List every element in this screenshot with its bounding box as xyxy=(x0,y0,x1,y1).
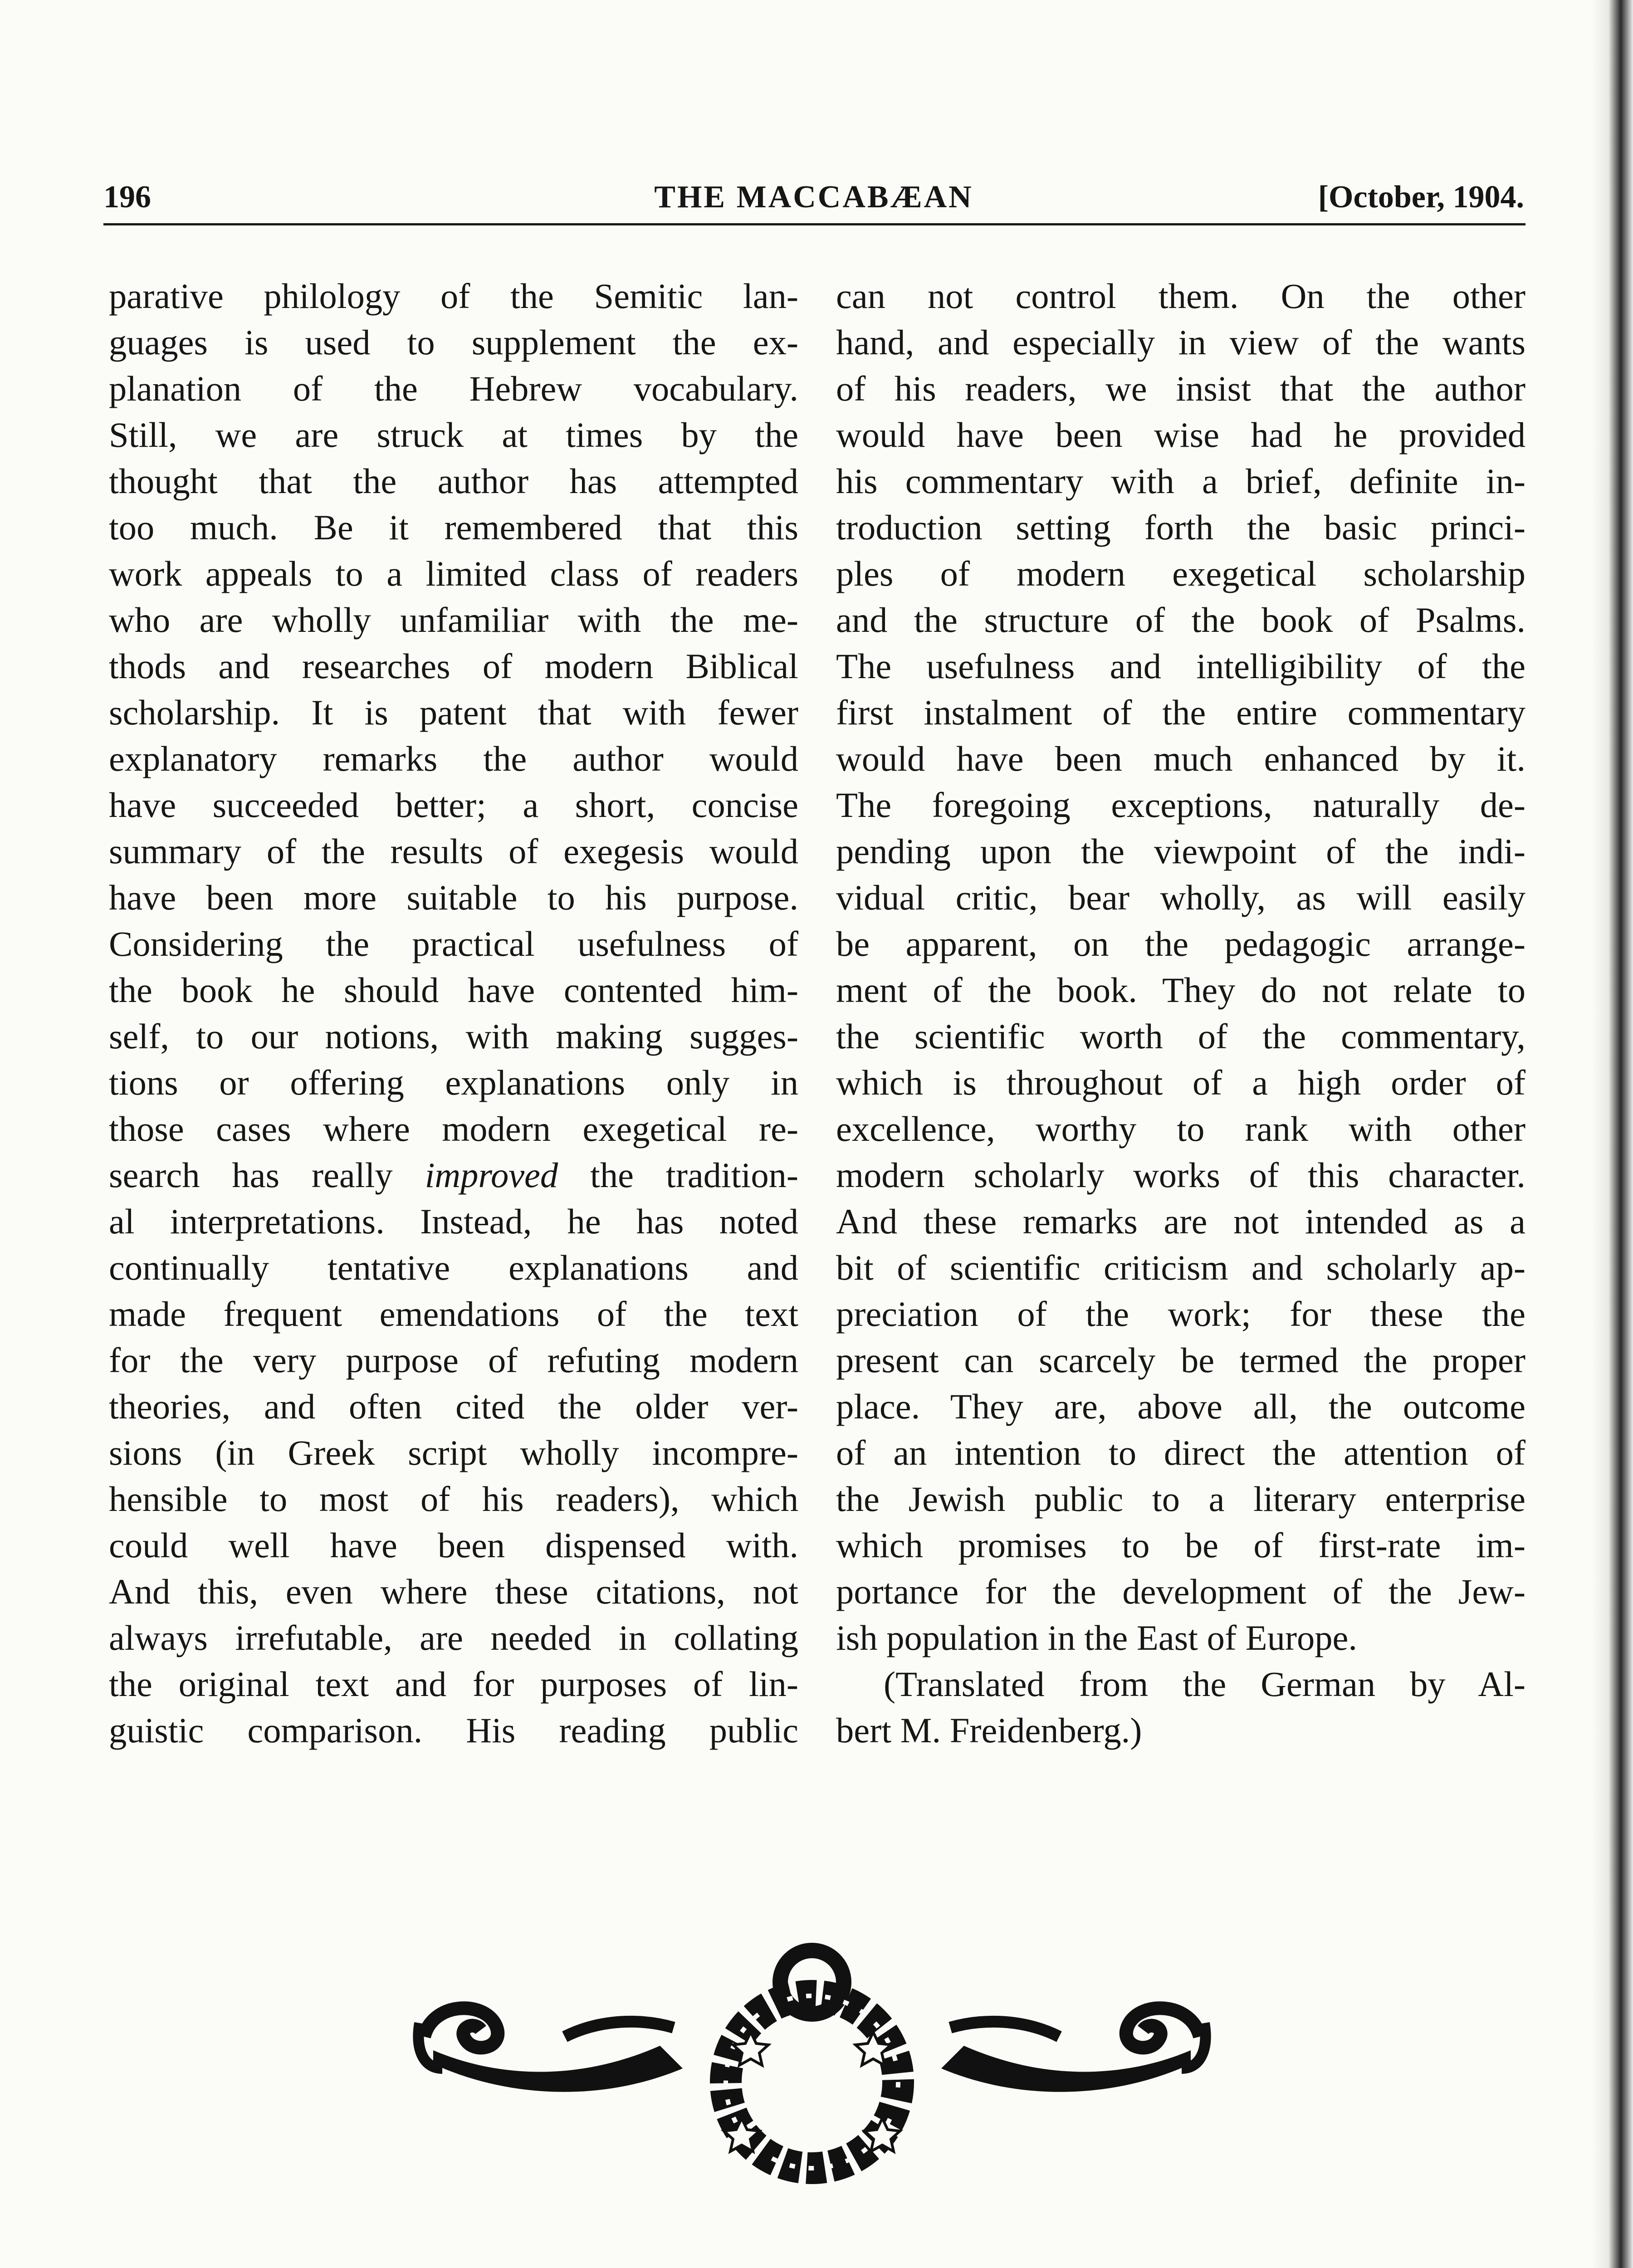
text-line: guistic comparison. His reading public xyxy=(109,1711,798,1750)
text-line: sions (in Greek script wholly incompre- xyxy=(109,1433,798,1472)
text-line: The foregoing exceptions, naturally de- xyxy=(836,785,1525,825)
issue-date: [October, 1904. xyxy=(1318,180,1524,215)
text-line: would have been much enhanced by it. xyxy=(836,739,1525,778)
text-line: al interpretations. Instead, he has noted xyxy=(109,1202,798,1241)
text-line: theories, and often cited the older ver- xyxy=(109,1387,798,1426)
text-line: troduction setting forth the basic princi- xyxy=(836,508,1525,547)
translation-credit-line: bert M. Freidenberg.) xyxy=(836,1711,1142,1750)
text-line: And these remarks are not intended as a xyxy=(836,1202,1525,1241)
journal-title: THE MACCABÆAN xyxy=(654,180,973,215)
text-line: too much. Be it remembered that this xyxy=(109,508,798,547)
text-line: parative philology of the Semitic lan- xyxy=(109,276,798,316)
italic-word: improved xyxy=(425,1155,558,1195)
text-line: thought that the author has attempted xyxy=(109,461,798,501)
text-line: be apparent, on the pedagogic arrange- xyxy=(836,924,1525,963)
translation-credit-line: (Translated from the German by Al- xyxy=(884,1664,1525,1704)
right-column xyxy=(836,273,1525,1754)
text-line: continually tentative explanations and xyxy=(109,1248,798,1287)
text-line: And this, even where these citations, not xyxy=(109,1572,798,1611)
running-header xyxy=(103,179,1524,220)
text-line: pending upon the viewpoint of the indi- xyxy=(836,831,1525,871)
text-line: excellence, worthy to rank with other xyxy=(836,1109,1525,1149)
text-line: explanatory remarks the author would xyxy=(109,739,798,778)
text-segment: search has really xyxy=(109,1155,425,1195)
text-line: made frequent emendations of the text xyxy=(109,1294,798,1334)
text-line: the Jewish public to a literary enterprise xyxy=(836,1479,1525,1519)
text-line: would have been wise had he provided xyxy=(836,415,1525,455)
text-line: guages is used to supplement the ex- xyxy=(109,323,798,362)
text-line: have been more suitable to his purpose. xyxy=(109,878,798,917)
page-number: 196 xyxy=(103,180,151,215)
text-line: work appeals to a limited class of readers xyxy=(109,554,798,593)
text-line: which promises to be of first-rate im- xyxy=(836,1525,1525,1565)
text-line: self, to our notions, with making sugges- xyxy=(109,1017,798,1056)
text-line: of his readers, we insist that the author xyxy=(836,369,1525,408)
text-line: always irrefutable, are needed in collating xyxy=(109,1618,798,1657)
text-line xyxy=(109,1152,798,1198)
text-line: ish population in the East of Europe. xyxy=(836,1618,1357,1657)
text-segment: the tradition- xyxy=(558,1155,798,1195)
text-line: the original text and for purposes of lin- xyxy=(109,1664,798,1704)
text-line: vidual critic, bear wholly, as will easily xyxy=(836,878,1525,917)
left-column xyxy=(109,273,798,1754)
text-line: The usefulness and intelligibility of the xyxy=(836,646,1525,686)
text-line: place. They are, above all, the outcome xyxy=(836,1387,1525,1426)
text-line: first instalment of the entire commentary xyxy=(836,693,1525,732)
text-line: could well have been dispensed with. xyxy=(109,1525,798,1565)
text-line: who are wholly unfamiliar with the me- xyxy=(109,600,798,640)
ribbon-wreath-ornament-icon xyxy=(406,1932,1218,2186)
text-line: bit of scientific criticism and scholarly ap- xyxy=(836,1248,1525,1287)
text-line: ples of modern exegetical scholarship xyxy=(836,554,1525,593)
text-line: Still, we are struck at times by the xyxy=(109,415,798,455)
text-line: the scientific worth of the commentary, xyxy=(836,1017,1525,1056)
header-rule xyxy=(103,223,1525,225)
text-line: the book he should have contented him- xyxy=(109,970,798,1010)
text-line: his commentary with a brief, definite in- xyxy=(836,461,1525,501)
text-line: summary of the results of exegesis would xyxy=(109,831,798,871)
text-line: those cases where modern exegetical re- xyxy=(109,1109,798,1149)
text-line: preciation of the work; for these the xyxy=(836,1294,1525,1334)
text-line: planation of the Hebrew vocabulary. xyxy=(109,369,798,408)
text-line: tions or offering explanations only in xyxy=(109,1063,798,1102)
text-line: can not control them. On the other xyxy=(836,276,1525,316)
text-line: of an intention to direct the attention of xyxy=(836,1433,1525,1472)
text-line: which is throughout of a high order of xyxy=(836,1063,1525,1102)
text-line: for the very purpose of refuting modern xyxy=(109,1340,798,1380)
text-line: hensible to most of his readers), which xyxy=(109,1479,798,1519)
text-line: Considering the practical usefulness of xyxy=(109,924,798,963)
text-line: modern scholarly works of this character. xyxy=(836,1155,1525,1195)
text-line: have succeeded better; a short, concise xyxy=(109,785,798,825)
text-line: and the structure of the book of Psalms. xyxy=(836,600,1525,640)
text-line: portance for the development of the Jew- xyxy=(836,1572,1525,1611)
text-line: scholarship. It is patent that with fewer xyxy=(109,693,798,732)
text-line: present can scarcely be termed the proper xyxy=(836,1340,1525,1380)
text-line: ment of the book. They do not relate to xyxy=(836,970,1525,1010)
text-line: hand, and especially in view of the wants xyxy=(836,323,1525,362)
binding-edge xyxy=(1592,0,1633,2268)
text-line: thods and researches of modern Biblical xyxy=(109,646,798,686)
